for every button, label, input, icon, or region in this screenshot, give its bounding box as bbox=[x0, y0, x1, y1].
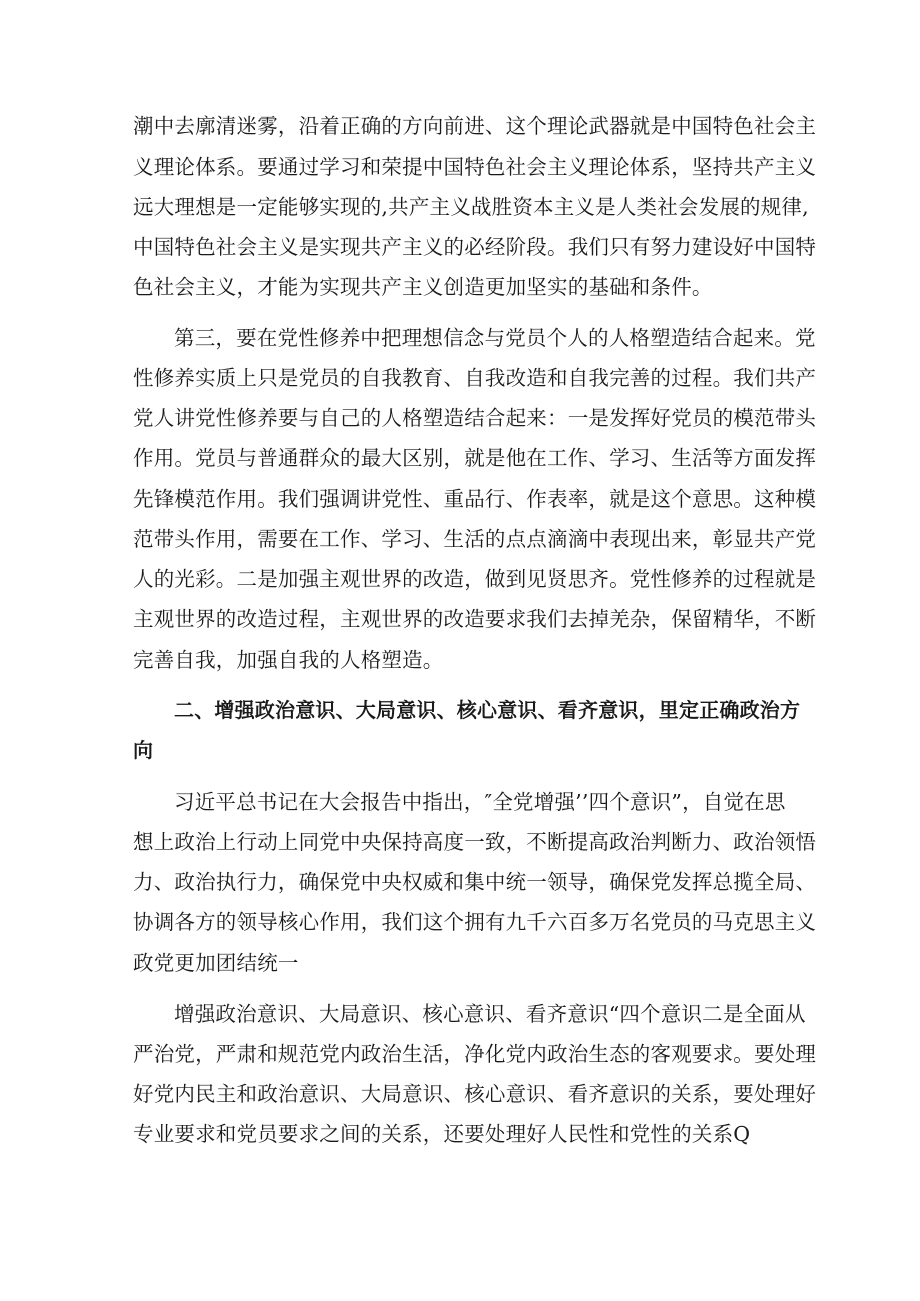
paragraph-3-line-2: 想上政治上行动上同党中央保持高度一致，不断提高政治判断力、政治领悟 bbox=[133, 830, 817, 854]
paragraph-1-line-5: 色社会主义，才能为实现共产主义创造更加坚实的基础和条件。 bbox=[133, 275, 713, 299]
section-heading-line-1: 二、增强政治意识、大局意识、核心意识、看齐意识，里定正确政治方 bbox=[174, 698, 801, 722]
paragraph-2-line-8: 主观世界的改造过程，主观世界的改造要求我们去掉羌杂，保留精华，不断 bbox=[133, 607, 817, 631]
paragraph-2-line-9: 完善自我，加强自我的人格塑造。 bbox=[133, 648, 444, 672]
paragraph-2-line-1: 第三，要在党性修养中把理想信念与党员个人的人格塑造结合起来。党 bbox=[174, 326, 816, 350]
paragraph-4-line-1: 增强政治意识、大局意识、核心意识、看齐意识“四个意识二是全面从 bbox=[174, 1002, 806, 1026]
paragraph-1-line-2: 义理论体系。要通过学习和荣提中国特色社会主义理论体系，坚持共产主义 bbox=[133, 155, 817, 179]
paragraph-4-line-2: 严治党，严肃和规范党内政治生活，净化党内政治生态的客观要求。要处理 bbox=[133, 1042, 817, 1066]
paragraph-2-line-4: 作用。党员与普通群众的最大区别，就是他在工作、学习、生活等方面发挥 bbox=[133, 446, 817, 470]
paragraph-1-line-1: 潮中去廓清迷雾，沿着正确的方向前进、这个理论武器就是中国特色社会主 bbox=[133, 114, 817, 138]
paragraph-4-line-3: 好党内民主和政治意识、大局意识、核心意识、看齐意识的关系，要处理好 bbox=[133, 1082, 817, 1106]
paragraph-4-line-4: 专业要求和党员要求之间的关系，还要处理好人民性和党性的关系Q bbox=[133, 1122, 751, 1146]
paragraph-3-line-4: 协调各方的领导核心作用，我们这个拥有九千六百多万名党员的马克思主义 bbox=[133, 910, 817, 934]
paragraph-2-line-2: 性修养实质上只是党员的自我教育、自我改造和自我完善的过程。我们共产 bbox=[133, 366, 817, 390]
paragraph-1-line-3: 远大理想是一定能够实现的,共产主义战胜资本主义是人类社会发展的规律, bbox=[133, 195, 809, 219]
paragraph-2-line-3: 党人讲党性修养要与自己的人格塑造结合起来：一是发挥好党员的模范带头 bbox=[133, 406, 817, 430]
paragraph-3-line-5: 政党更加团结统一 bbox=[133, 951, 299, 975]
section-heading-line-2: 向 bbox=[133, 738, 154, 762]
paragraph-2-line-6: 范带头作用，需要在工作、学习、生活的点点滴滴中表现出来，彰显共产党 bbox=[133, 527, 817, 551]
paragraph-1-line-4: 中国特色社会主义是实现共产主义的必经阶段。我们只有努力建设好中国特 bbox=[133, 235, 817, 259]
paragraph-3-line-3: 力、政治执行力，确保党中央权威和集中统一领导，确保党发挥总揽全局、 bbox=[133, 870, 817, 894]
paragraph-3-line-1: 习近平总书记在大会报告中指出，″全党增强’’四个意识”，自觉在思 bbox=[174, 790, 786, 814]
paragraph-2-line-7: 人的光彩。二是加强主观世界的改造，做到见贤思齐。党性修养的过程就是 bbox=[133, 567, 817, 591]
paragraph-2-line-5: 先锋模范作用。我们强调讲党性、重品行、作表率，就是这个意思。这种模 bbox=[133, 487, 817, 511]
